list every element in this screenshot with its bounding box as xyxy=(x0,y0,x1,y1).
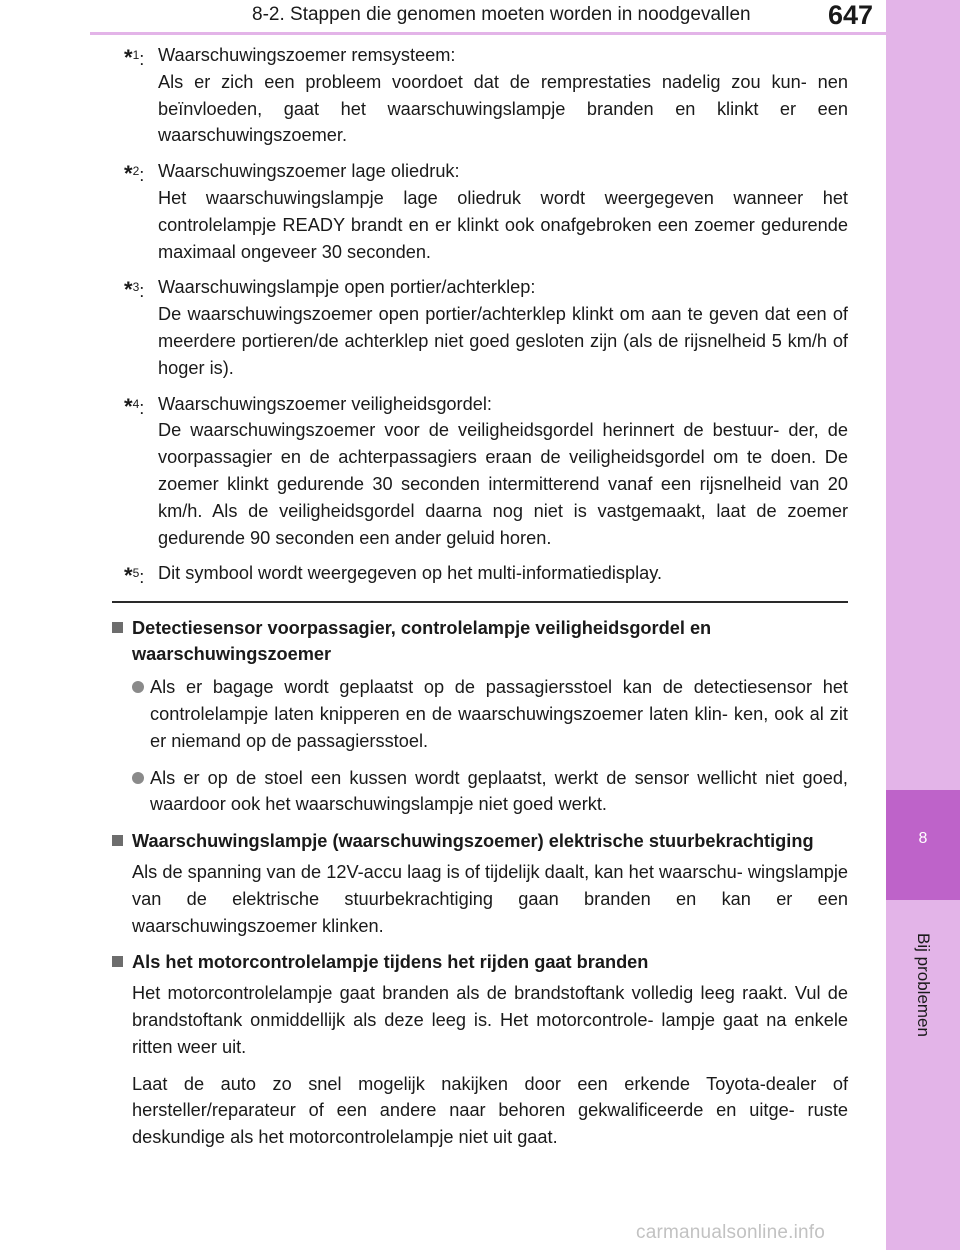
section-paragraph: Het motorcontrolelampje gaat branden als de brandstoftank volledig leeg raakt. Vul de brandstoftank onmiddellijk als deze leeg is. Het motorcontrole- lampje gaat na enkele ritten weer uit. xyxy=(132,983,848,1057)
chapter-number-box xyxy=(886,790,960,900)
list-item xyxy=(132,765,848,819)
section-paragraph: Als de spanning van de 12V-accu laag is of tijdelijk daalt, kan het waarschu- wingslampje van de elektrische stuurbekrachtiging gaan branden en kan er een waarschuwingszoemer klinken. xyxy=(132,862,848,936)
section-heading: Detectiesensor voorpassagier, controlelampje veiligheidsgordel en waarschuwingszoemer xyxy=(132,617,712,665)
chapter-label: Bij problemen xyxy=(914,933,933,1037)
page-number: 647 xyxy=(828,0,874,30)
bullet-icon xyxy=(132,681,144,693)
footnote-2 xyxy=(112,158,848,265)
section-heading: Waarschuwingslampje (waarschuwingszoemer) elektrische stuurbekrachtiging xyxy=(132,831,814,852)
footnote-4 xyxy=(112,391,848,552)
bullet-icon xyxy=(132,772,144,784)
footnote-text: De waarschuwingszoemer voor de veiligheidsgordel herinnert de bestuur- der, de voorpassagier en de achterpassagiers eraan de veiligheidsgordel om te doen. De zoemer klinkt gedurende 30 seconden intermitterend vanaf een rijsnelheid van 20 km/h. Als de veiligheidsgordel daarna nog niet is vastgemaakt, laat de zoemer gedurende 90 seconden een ander geluid horen. xyxy=(158,420,848,548)
footnote-title: Waarschuwingszoemer remsysteem: xyxy=(158,45,456,65)
list-item xyxy=(132,674,848,754)
section-divider xyxy=(112,601,848,603)
footnote-title: Dit symbool wordt weergegeven op het multi-informatiedisplay. xyxy=(158,563,663,584)
footnote-3 xyxy=(112,274,848,381)
section-engine-light xyxy=(112,949,848,1151)
footnote-1 xyxy=(112,42,848,149)
footnote-text: De waarschuwingszoemer open portier/achterklep klinkt om aan te geven dat een of meerdere portieren/de achterklep niet goed gesloten zijn (als de rijsnelheid 5 km/h of hoger is). xyxy=(158,304,848,378)
page-content xyxy=(112,42,848,1151)
footnote-5 xyxy=(112,560,848,587)
footnote-title: Waarschuwingszoemer lage oliedruk: xyxy=(158,161,460,182)
footnote-marker: *$^1$: xyxy=(124,45,145,70)
footnote-marker: *$^5$: xyxy=(124,563,145,589)
footnote-text: Als er zich een probleem voordoet dat de remprestaties nadelig zou kun- nen beïnvloeden, gaat het waarschuwingslampje branden en klinkt er een waarschuwingszoemer. xyxy=(158,71,848,146)
section-passenger-sensor xyxy=(112,615,848,819)
footnote-title: Waarschuwingszoemer veiligheidsgordel: xyxy=(158,393,492,414)
footnote-marker: *$^4$: xyxy=(124,393,145,419)
bullet-text: Als er op de stoel een kussen wordt geplaatst, werkt de sensor wellicht niet goed, waardoor ook het waarschuwingslampje niet goed werkt. xyxy=(150,767,848,815)
section-square-icon xyxy=(112,622,123,633)
header-divider xyxy=(90,32,886,35)
section-title: 8-2. Stappen die genomen moeten worden in noodgevallen xyxy=(252,4,751,25)
section-paragraph: Laat de auto zo snel mogelijk nakijken door een erkende Toyota-dealer of hersteller/reparateur of een andere naar behoren gekwalificeerde en uitge- ruste deskundige als het motorcontrolelampje niet uit gaat. xyxy=(132,1073,848,1148)
watermark: carmanualsonline.info xyxy=(636,1222,826,1243)
section-heading: Als het motorcontrolelampje tijdens het rijden gaat branden xyxy=(132,952,649,973)
bullet-text: Als er bagage wordt geplaatst op de passagiersstoel kan de detectiesensor het controlelampje laten knipperen en de waarschuwingszoemer laten klin- ken, ook al zit er niemand op de passagiersstoel. xyxy=(150,677,848,751)
chapter-side-tab xyxy=(886,0,960,1250)
section-square-icon xyxy=(112,835,123,846)
footnote-text: Het waarschuwingslampje lage oliedruk wordt weergegeven wanneer het controlelampje READY brandt en er klinkt ook onafgebroken een zoemer gedurende maximaal ongeveer 30 seconden. xyxy=(158,187,848,262)
section-power-steering xyxy=(112,828,848,939)
section-square-icon xyxy=(112,956,123,967)
footnote-marker: *$^2$: xyxy=(124,161,145,187)
chapter-number: 8 xyxy=(918,830,928,847)
footnote-title: Waarschuwingslampje open portier/achterklep: xyxy=(158,277,536,298)
footnote-marker: *$^3$: xyxy=(124,277,145,303)
